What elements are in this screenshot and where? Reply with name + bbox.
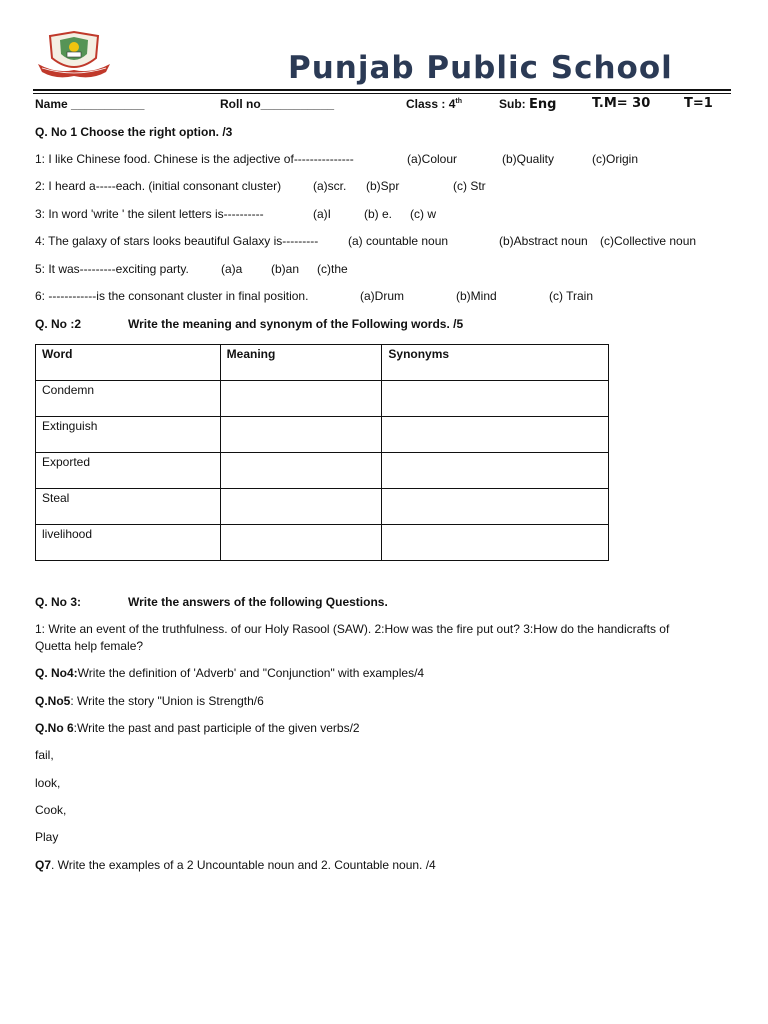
q5-text: : Write the story "Union is Strength/6 [70,694,264,708]
synonym-cell[interactable] [382,489,609,525]
column-header-word: Word [36,345,221,381]
q1-item-4-option-b[interactable]: (b)Abstract noun [499,234,588,248]
subject-field [499,97,556,112]
q1-item-3-option-b[interactable]: (b) e. [364,207,393,221]
vocabulary-table [35,344,609,561]
q1-item-2-option-c[interactable]: (c) Str [453,179,486,193]
q2-number: Q. No :2 [35,317,82,331]
word-cell: livelihood [36,525,221,561]
header-rule-thin [33,93,731,94]
word-cell: Extinguish [36,417,221,453]
table-row [36,381,609,417]
q6-verb-2: look, [35,776,61,790]
synonym-cell[interactable] [382,417,609,453]
term: T=1 [684,96,713,111]
q4-text: Write the definition of 'Adverb' and "Conjunction" with examples/4 [77,666,425,680]
school-name: Punjab Public School [288,50,673,86]
word-cell: Condemn [36,381,221,417]
meaning-cell[interactable] [220,381,382,417]
q6-verb-1: fail, [35,748,54,762]
school-crest-icon [36,30,112,82]
q1-item-6: 6: ------------is the consonant cluster in final position. [35,289,309,303]
q1-item-6-option-c[interactable]: (c) Train [549,289,594,303]
q1-item-5-option-b[interactable]: (b)an [271,262,300,276]
q1-item-1-option-b[interactable]: (b)Quality [502,152,555,166]
q1-item-2-option-b[interactable]: (b)Spr [366,179,400,193]
table-row [36,417,609,453]
q1-item-5-option-a[interactable]: (a)a [221,262,243,276]
q1-item-6-option-b[interactable]: (b)Mind [456,289,497,303]
q7-label: Q7 [35,858,52,872]
q1-item-3-option-c[interactable]: (c) w [410,207,436,221]
q6-verb-4: Play [35,830,59,844]
synonym-cell[interactable] [382,381,609,417]
q1-item-4-option-c[interactable]: (c)Collective noun [600,234,697,248]
q6-line [35,721,360,735]
class-label: Class : [406,97,446,111]
q7-line [35,858,436,872]
subject-label: Sub: [499,97,526,111]
name-field[interactable]: Name ___________ [35,97,145,111]
header-rule-thick [33,89,731,91]
q1-item-2-option-a[interactable]: (a)scr. [313,179,347,193]
column-header-meaning: Meaning [220,345,382,381]
q2-title: Write the meaning and synonym of the Following words. /5 [128,317,464,331]
q1-item-4: 4: The galaxy of stars looks beautiful Galaxy is--------- [35,234,319,248]
q1-item-5: 5: It was---------exciting party. [35,262,189,276]
table-row [36,453,609,489]
q1-item-1: 1: I like Chinese food. Chinese is the adjective of--------------- [35,152,354,166]
q1-item-6-option-a[interactable]: (a)Drum [360,289,404,303]
table-row [36,489,609,525]
meaning-cell[interactable] [220,489,382,525]
table-header-row [36,345,609,381]
subject-value: Eng [529,97,557,112]
q3-title: Write the answers of the following Questions. [128,595,388,609]
q6-verb-3: Cook, [35,803,67,817]
q3-text: 1: Write an event of the truthfulness. of our Holy Rasool (SAW). 2:How was the fire put out? 3:How do the handicrafts of Quetta help female? [35,622,670,653]
q1-item-3-option-a[interactable]: (a)I [313,207,331,221]
q4-line [35,666,424,680]
q4-label: Q. No4: [35,666,78,680]
q7-text: . Write the examples of a 2 Uncountable noun and 2. Countable noun. /4 [51,858,436,872]
column-header-synonyms: Synonyms [382,345,609,381]
total-marks: T.M= 30 [592,96,651,111]
q1-title: Q. No 1 Choose the right option. /3 [35,125,233,139]
roll-no-field[interactable]: Roll no___________ [220,97,335,111]
q6-text: :Write the past and past participle of the given verbs/2 [73,721,360,735]
class-field [406,97,462,111]
q5-line [35,694,264,708]
q1-item-5-option-c[interactable]: (c)the [317,262,348,276]
word-cell: Exported [36,453,221,489]
q1-item-3: 3: In word 'write ' the silent letters is---------- [35,207,264,221]
class-value: 4 [448,97,456,111]
q1-item-4-option-a[interactable]: (a) countable noun [348,234,449,248]
meaning-cell[interactable] [220,417,382,453]
class-sup: th [455,98,462,105]
meaning-cell[interactable] [220,453,382,489]
table-row [36,525,609,561]
synonym-cell[interactable] [382,453,609,489]
q1-item-1-option-a[interactable]: (a)Colour [407,152,458,166]
meaning-cell[interactable] [220,525,382,561]
q5-label: Q.No5 [35,694,71,708]
q3-number: Q. No 3: [35,595,82,609]
q1-item-2: 2: I heard a-----each. (initial consonant cluster) [35,179,282,193]
q1-item-1-option-c[interactable]: (c)Origin [592,152,639,166]
synonym-cell[interactable] [382,525,609,561]
q6-label: Q.No 6 [35,721,74,735]
word-cell: Steal [36,489,221,525]
